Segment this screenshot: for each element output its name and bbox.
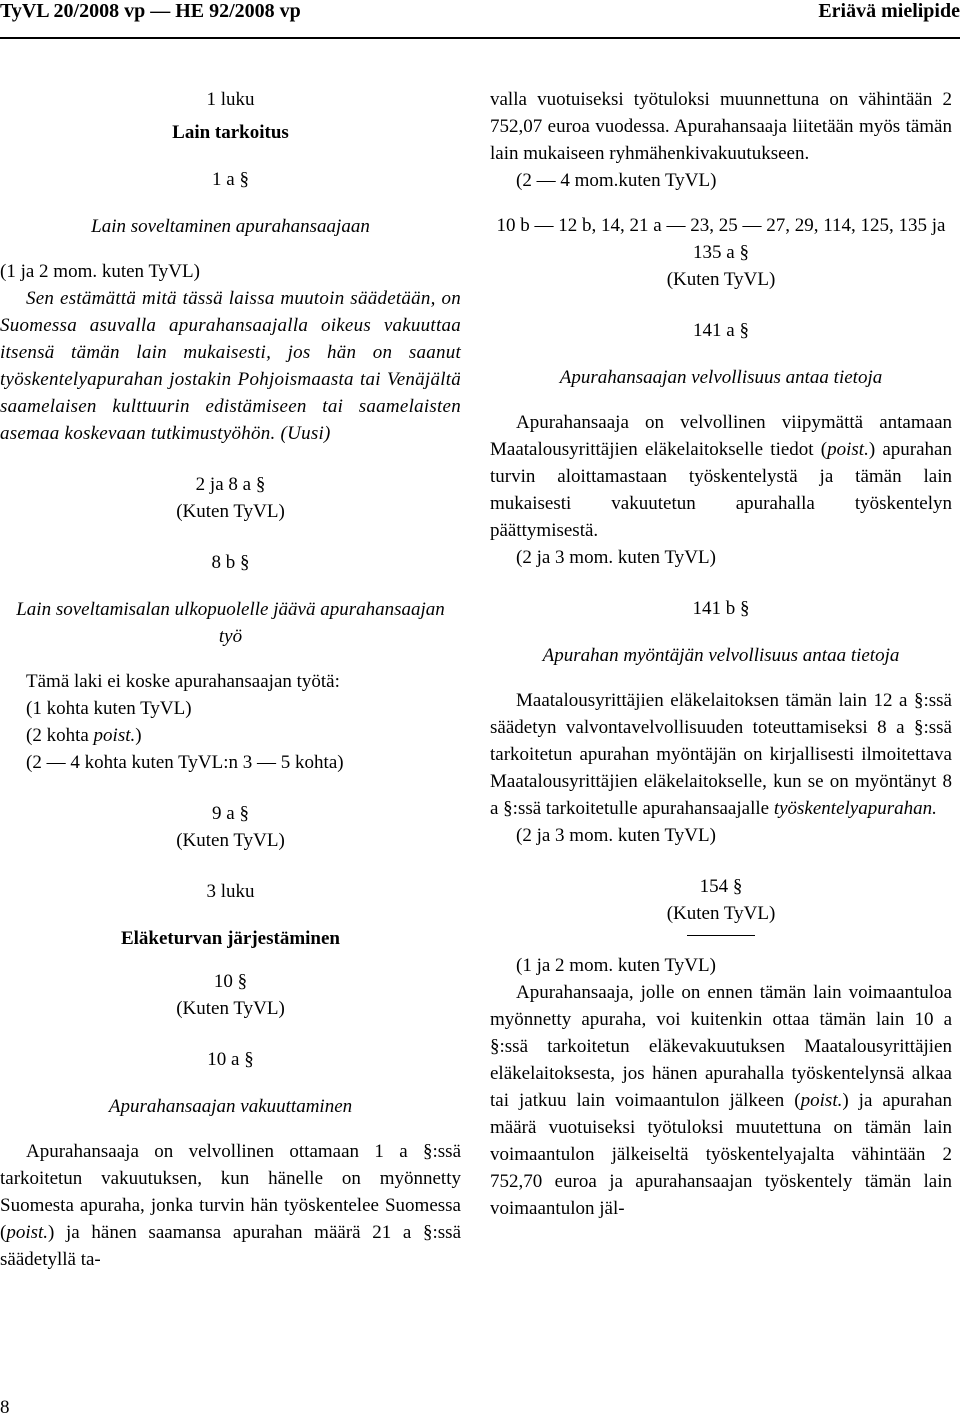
section-heading: 8 b § [211, 552, 250, 573]
text-run-italic: poist. [93, 725, 136, 746]
text-run: ) ja apurahan määrä vuotuiseksi työtuloksi muutettuna on tämän lain voimaantulon jälkeiseltä työskentelyajalta vähintään 2 752,70 euroa ja apurahansaajan työskentely tämän lain voimaantulon jäl- [490, 1090, 953, 1219]
text-run: Apurahansaaja, jolle on ennen tämän lain voimaantuloa myönnetty apuraha, voi kuitenkin ottaa tämän lain 10 a §:ssä tarkoitetun eläkevakuutuksen Maatalousyrittäjien eläkelaitoksesta, jos hänen apurahalla työskentelynsä alkaa tai jatkuu lain voimaantulon jälkeen ( [490, 982, 952, 1111]
chapter-number: 1 luku [206, 89, 255, 110]
text-run: (2 kohta [26, 725, 94, 746]
chapter-title: Eläketurvan järjestäminen [120, 928, 340, 949]
paragraph [0, 722, 461, 749]
paragraph: Tämä laki ei koske apurahansaajan työtä: [26, 671, 340, 692]
section-heading: 2 ja 8 a § [195, 474, 266, 495]
section-ref: (1 ja 2 mom. kuten TyVL) [516, 955, 716, 976]
section-heading: 1 a § [212, 169, 249, 190]
section-body [0, 1138, 461, 1273]
section-body [490, 979, 952, 1222]
header-section-title: Eriävä mielipide [818, 0, 960, 22]
text-run-italic: poist. [800, 1090, 843, 1111]
paragraph: (1 kohta kuten TyVL) [26, 698, 192, 719]
section-title: Apurahansaajan velvollisuus antaa tietoja [559, 367, 883, 388]
text-run-italic: poist. [6, 1222, 49, 1243]
right-column [490, 86, 952, 1222]
section-heading: 141 a § [693, 320, 749, 341]
page-header [0, 0, 960, 40]
text-run-italic: työskentelyapurahan. [773, 798, 937, 819]
text-run: Apurahansaaja on velvollinen viipymättä antamaan Maatalousyrittäjien eläkelaitokselle tiedot ( [490, 412, 952, 460]
section-title: Lain soveltamisalan ulkopuolelle jäävä apurahansaajan työ [16, 599, 445, 647]
section-heading: 9 a § [212, 803, 249, 824]
text-run: Maatalousyrittäjien eläkelaitoksen tämän lain 12 a §:ssä säädetyn valvontavelvollisuuden toteuttamiseksi 8 a §:ssä tarkoitetun apurahan myöntäjän on kirjallisesti ilmoitettava Maatalousyrittäjien eläkelaitokselle, kun se on myöntänyt 8 a §:ssä tarkoitetulle apurahansaajalle [490, 690, 952, 819]
section-title: Lain soveltaminen apurahansaajaan [91, 216, 370, 237]
left-column [0, 86, 461, 1273]
section-heading: 141 b § [692, 598, 750, 619]
header-rule [0, 37, 960, 39]
page-number: 8 [0, 1397, 10, 1418]
section-ref: (2 — 4 mom.kuten TyVL) [516, 170, 717, 191]
section-title: Apurahansaajan vakuuttaminen [108, 1096, 353, 1117]
section-ref: (Kuten TyVL) [176, 998, 285, 1019]
section-heading: 10 a § [207, 1049, 254, 1070]
text-run: Apurahansaaja on velvollinen ottamaan 1 a §:ssä tarkoitetun vakuutuksen, kun hänelle on myönnetty Suomesta apuraha, jonka turvin hän työskentelee Suomessa ( [0, 1141, 461, 1243]
chapter-number: 3 luku [206, 881, 255, 902]
paragraph-continued: valla vuotuiseksi työtuloksi muunnettuna on vähintään 2 752,07 euroa vuodessa. Apurahansaaja liitetään myös tämän lain mukaiseen ryhmähenkivakuutukseen. [490, 89, 952, 164]
separator-rule [687, 935, 755, 936]
section-ref: (Kuten TyVL) [176, 830, 285, 851]
section-ref: (2 ja 3 mom. kuten TyVL) [516, 825, 716, 846]
section-title: Apurahan myöntäjän velvollisuus antaa tietoja [542, 645, 900, 666]
section-heading: 10 b — 12 b, 14, 21 a — 23, 25 — 27, 29, 114, 125, 135 ja 135 a § [496, 215, 946, 263]
section-ref: (2 ja 3 mom. kuten TyVL) [516, 547, 716, 568]
text-run-italic: poist. [827, 439, 869, 460]
chapter-title: Lain tarkoitus [172, 122, 289, 143]
paragraph: (2 — 4 kohta kuten TyVL:n 3 — 5 kohta) [26, 752, 344, 773]
section-body [490, 409, 952, 544]
section-ref: (Kuten TyVL) [666, 903, 776, 924]
header-doc-ref: TyVL 20/2008 vp — HE 92/2008 vp [0, 0, 301, 22]
section-heading: 154 § [699, 876, 743, 897]
section-ref: (Kuten TyVL) [666, 269, 776, 290]
section-ref: (Kuten TyVL) [176, 501, 285, 522]
section-ref: (1 ja 2 mom. kuten TyVL) [0, 261, 200, 282]
section-body: Sen estämättä mitä tässä laissa muutoin säädetään, on Suomessa asuvalla apurahansaajalla oikeus vakuuttaa itsensä tämän lain mukaisesti, jos hän on saanut työskentelyapurahan jostakin Pohjoismaasta tai Venäjältä saamelaisen kulttuurin edistämiseen tai saamelaisten asemaa koskevaan tutkimustyöhön. (Uusi) [0, 288, 461, 444]
section-heading: 10 § [213, 971, 248, 992]
text-run: ) [135, 725, 142, 746]
text-run: ) apurahan turvin aloittamastaan työskentelystä ja tämän lain mukaisesti vakuutetun apurahalla työskentelyn päättymisestä. [490, 439, 952, 541]
section-body [490, 687, 952, 822]
text-run: ) ja hänen saamansa apurahan määrä 21 a §:ssä säädetyllä ta- [0, 1222, 461, 1270]
